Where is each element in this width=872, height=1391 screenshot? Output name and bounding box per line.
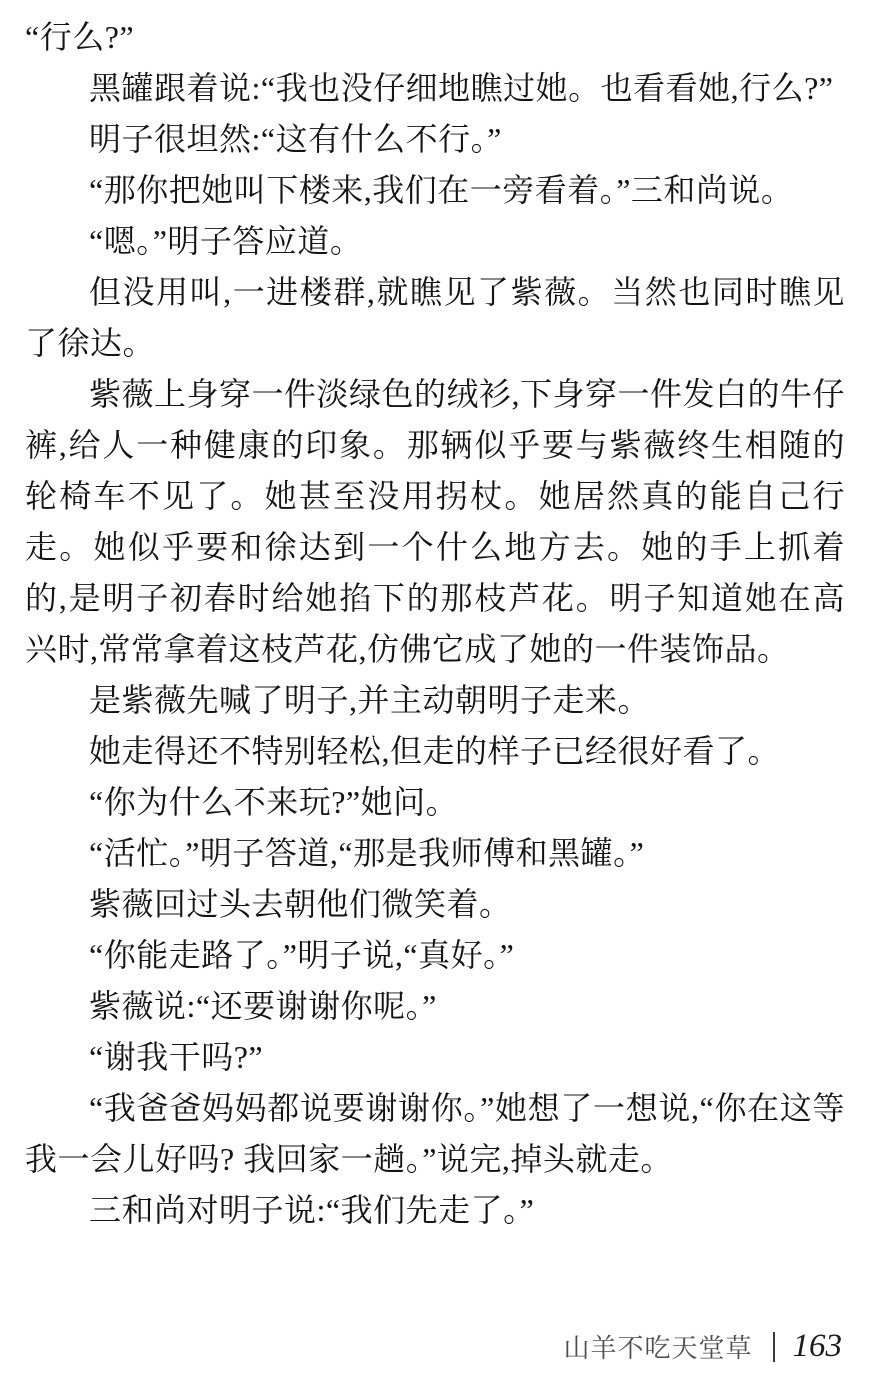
page-number: 163 — [792, 1328, 842, 1364]
paragraph: “嗯。”明子答应道。 — [89, 223, 363, 259]
paragraph: “谢我干吗?” — [89, 1039, 264, 1075]
paragraph: “那你把她叫下楼来,我们在一旁看着。”三和尚说。 — [89, 172, 794, 208]
page-footer — [563, 1328, 842, 1365]
paragraph: 黑罐跟着说:“我也没仔细地瞧过她。也看看她,行么?” — [89, 70, 834, 106]
paragraph: “活忙。”明子答道,“那是我师傅和黑罐。” — [89, 835, 645, 871]
paragraph: 明子很坦然:“这有什么不行。” — [89, 121, 502, 157]
paragraph: 紫薇说:“还要谢谢你呢。” — [89, 988, 437, 1024]
paragraph: 紫薇回过头去朝他们微笑着。 — [89, 886, 512, 922]
paragraph: “行么?” — [25, 19, 135, 55]
paragraph: 她走得还不特别轻松,但走的样子已经很好看了。 — [89, 733, 781, 769]
paragraph: 紫薇上身穿一件淡绿色的绒衫,下身穿一件发白的牛仔裤,给人一种健康的印象。那辆似乎要与紫薇终生相随的轮椅车不见了。她甚至没用拐杖。她居然真的能自己行走。她似乎要和徐达到一个什么地方去。她的手上抓着的,是明子初春时给她掐下的那枝芦花。明子知道她在高兴时,常常拿着这枝芦花,仿佛它成了她的一件装饰品。 — [25, 376, 846, 667]
paragraph: 三和尚对明子说:“我们先走了。” — [89, 1192, 535, 1228]
paragraph: 是紫薇先喊了明子,并主动朝明子走来。 — [89, 682, 651, 718]
book-title: 山羊不吃天堂草 — [563, 1334, 753, 1363]
body-text — [25, 12, 845, 1236]
paragraph: “你能走路了。”明子说,“真好。” — [89, 937, 515, 973]
paragraph: “我爸爸妈妈都说要谢谢你。”她想了一想说,“你在这等我一会儿好吗? 我回家一趟。”说完,掉头就走。 — [25, 1090, 845, 1177]
paragraph: 但没用叫,一进楼群,就瞧见了紫薇。当然也同时瞧见了徐达。 — [25, 274, 845, 361]
paragraph: “你为什么不来玩?”她问。 — [89, 784, 459, 820]
footer-divider — [773, 1332, 775, 1362]
